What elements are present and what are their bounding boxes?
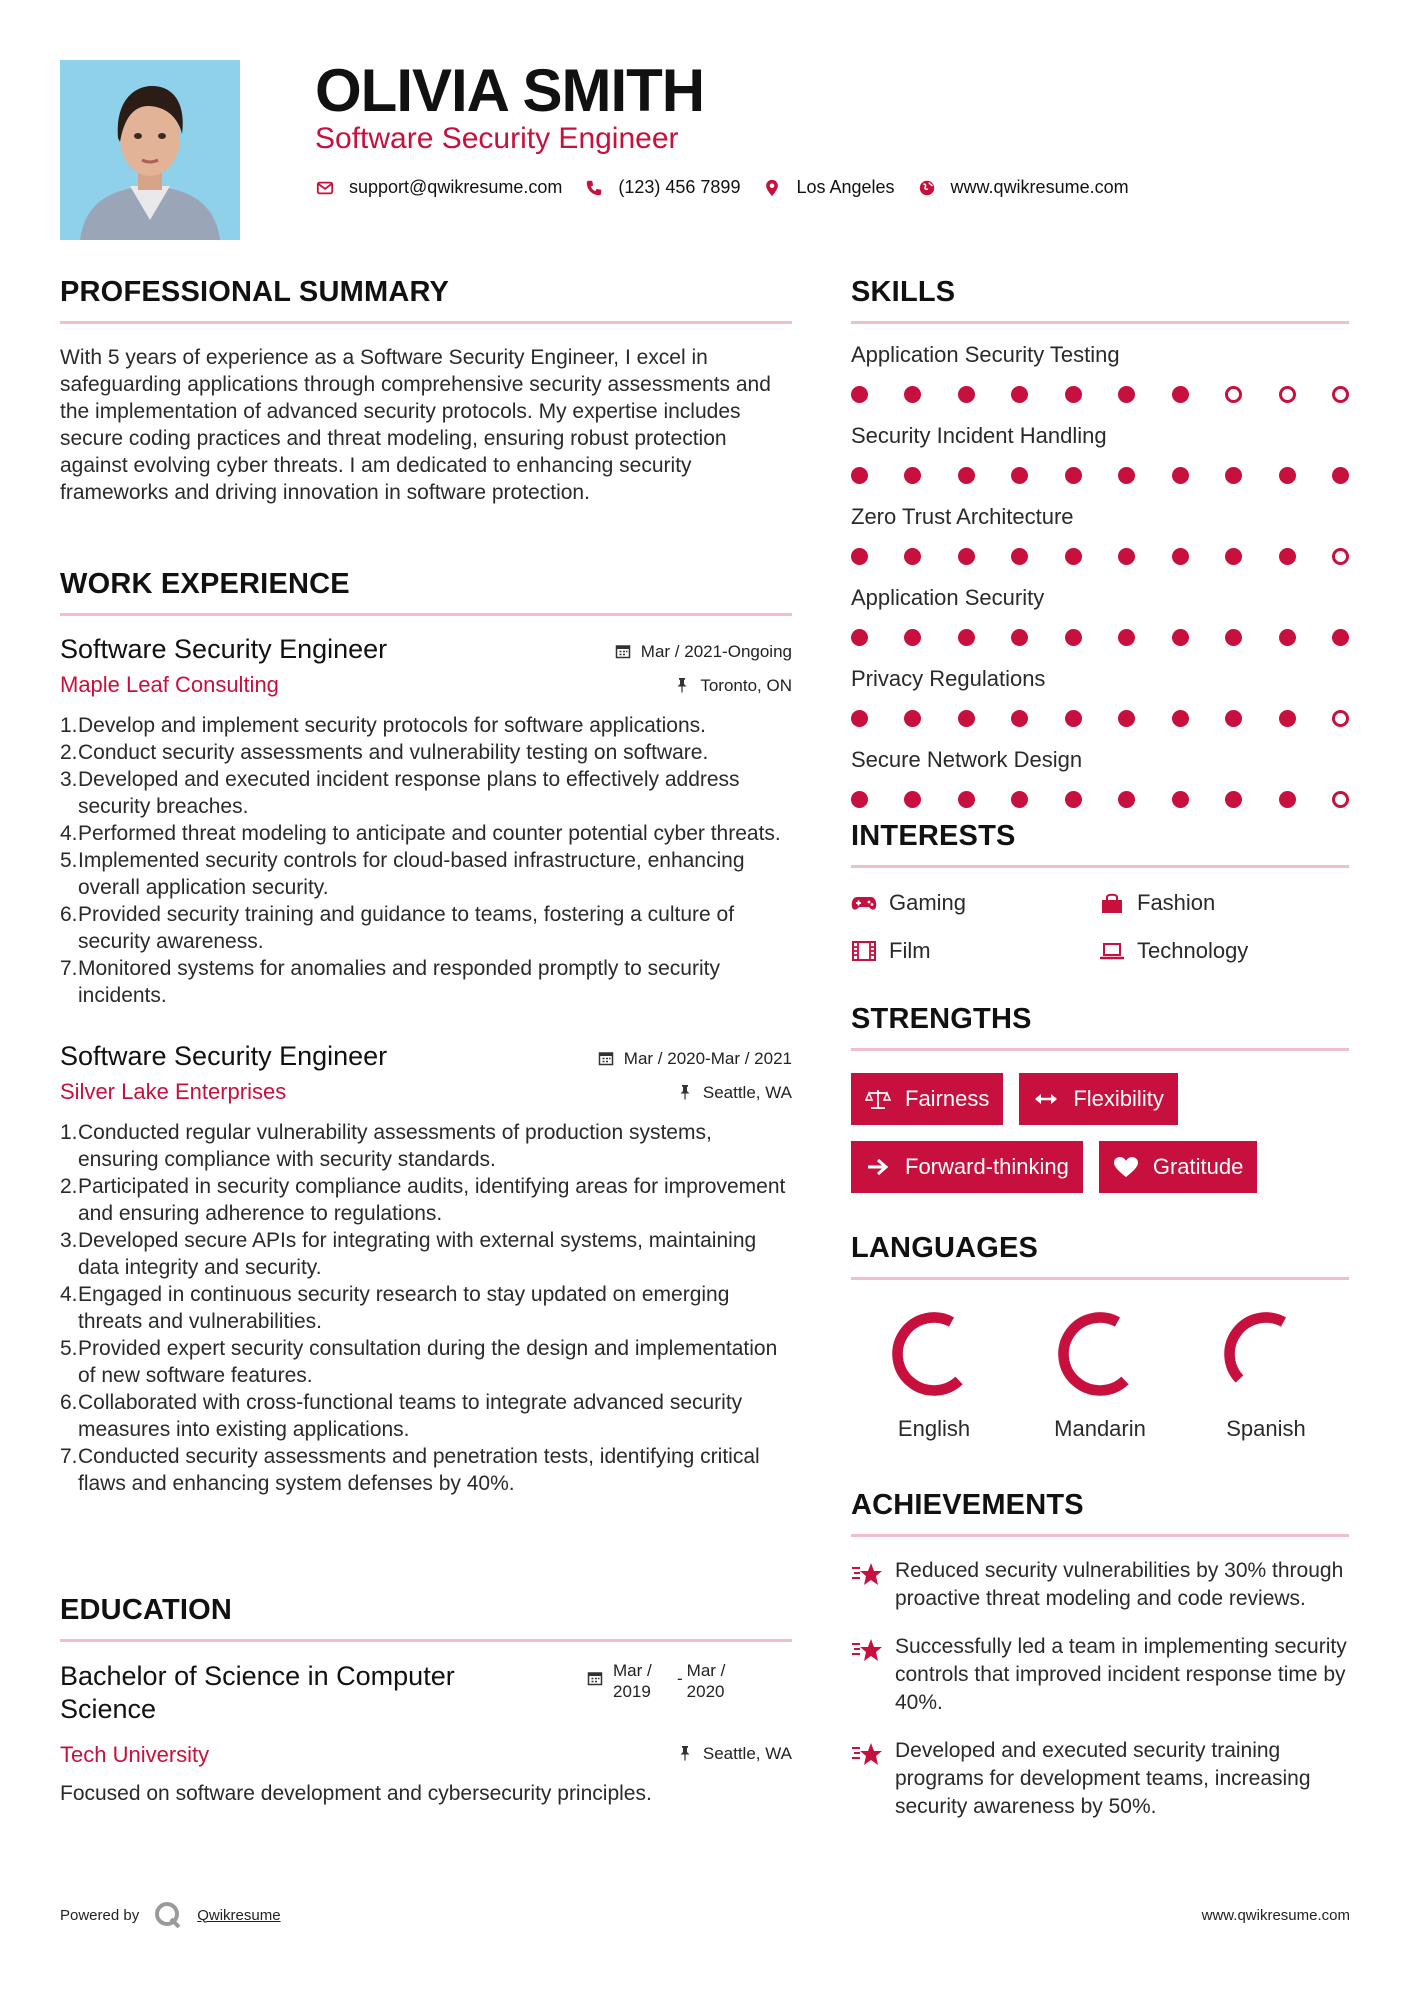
section-divider (851, 1048, 1349, 1051)
rating-dot-filled (851, 710, 868, 727)
rating-dot-filled (1225, 791, 1242, 808)
rating-dot-filled (958, 791, 975, 808)
envelope-icon (315, 178, 335, 198)
pushpin-icon (677, 1745, 695, 1763)
list-item: 4. Performed threat modeling to anticipate and counter potential cyber threats. (60, 822, 781, 845)
skill-rating (851, 386, 1349, 403)
rating-dot-empty (1332, 386, 1349, 403)
list-item: 1. Conducted regular vulnerability assessments of production systems, ensuring compliance with security standards. (60, 1121, 712, 1171)
education-entry (60, 1660, 792, 1778)
list-item: 3. Developed secure APIs for integrating with external systems, maintaining data integrity and security. (60, 1229, 757, 1279)
skill-name: Security Incident Handling (851, 423, 1107, 448)
rating-dot-filled (851, 548, 868, 565)
rating-dot-filled (851, 386, 868, 403)
interests-title: INTERESTS (851, 820, 1016, 852)
rating-dot-filled (1279, 467, 1296, 484)
rating-dot-filled (1065, 467, 1082, 484)
calendar-icon (598, 1050, 616, 1068)
list-item: 7. Monitored systems for anomalies and responded promptly to security incidents. (60, 957, 720, 1007)
language-gauge-arc (898, 1318, 960, 1391)
rating-dot-filled (1065, 386, 1082, 403)
summary-text: With 5 years of experience as a Software Security Engineer, I excel in safeguarding applications through comprehensive security assessments and the implementation of advanced security protocols. My expertise includes secure coding practices and threat modeling, ensuring robust protection against evolving cyber threats. I am dedicated to enhancing security frameworks and driving innovation in software protection. (60, 346, 771, 504)
list-item: 5. Provided expert security consultation during the design and implementation of new software features. (60, 1337, 778, 1387)
contact-phone[interactable] (584, 177, 740, 198)
list-item: 2. Conduct security assessments and vulnerability testing on software. (60, 741, 709, 764)
skill-item (851, 666, 1349, 727)
arrow-right-icon (865, 1155, 893, 1179)
rating-dot-filled (904, 386, 921, 403)
achievement-item: Successfully led a team in implementing security controls that improved incident response time by 40%. (851, 1633, 1349, 1717)
qwikresume-link[interactable]: Qwikresume (197, 1906, 281, 1924)
shooting-star-icon (851, 1739, 885, 1821)
skill-rating (851, 791, 1349, 808)
degree-title: Bachelor of Science in Computer Science (60, 1661, 455, 1724)
interests-list (851, 890, 1349, 964)
skill-item (851, 504, 1349, 565)
rating-dot-filled (1279, 791, 1296, 808)
rating-dot-filled (1065, 791, 1082, 808)
heart-icon (1113, 1155, 1141, 1179)
job-location (677, 1083, 792, 1103)
rating-dot-filled (851, 629, 868, 646)
summary-section (60, 276, 792, 506)
skill-name: Secure Network Design (851, 747, 1083, 772)
rating-dot-filled (1011, 710, 1028, 727)
achievement-item: Reduced security vulnerabilities by 30% through proactive threat modeling and code reviews. (851, 1557, 1349, 1613)
rating-dot-filled (851, 467, 868, 484)
section-divider (851, 1277, 1349, 1280)
section-divider (60, 613, 792, 616)
skill-item (851, 585, 1349, 646)
rating-dot-filled (1225, 548, 1242, 565)
contact-email-text: support@qwikresume.com (349, 177, 563, 197)
list-item: 6. Provided security training and guidance to teams, fostering a culture of security awareness. (60, 903, 735, 953)
language-name: Spanish (1226, 1416, 1306, 1441)
rating-dot-empty (1332, 791, 1349, 808)
rating-dot-filled (1172, 629, 1189, 646)
rating-dot-filled (1225, 629, 1242, 646)
job-company: Silver Lake Enterprises (60, 1079, 287, 1104)
rating-dot-filled (1172, 710, 1189, 727)
rating-dot-filled (1011, 386, 1028, 403)
profile-photo (60, 60, 240, 240)
rating-dot-filled (1172, 467, 1189, 484)
calendar-icon (615, 643, 633, 661)
list-item: 6. Collaborated with cross-functional teams to integrate advanced security measures into existing applications. (60, 1391, 743, 1441)
skill-item (851, 342, 1349, 403)
language-gauge-arc (1230, 1318, 1284, 1380)
shopping-bag-icon (1099, 892, 1125, 914)
rating-dot-filled (1118, 467, 1135, 484)
rating-dot-filled (958, 548, 975, 565)
rating-dot-filled (1118, 710, 1135, 727)
rating-dot-empty (1225, 386, 1242, 403)
job-date-text: Mar / 2020-Mar / 2021 (623, 1049, 792, 1068)
rating-dot-filled (851, 791, 868, 808)
list-item: 7. Conducted security assessments and penetration tests, identifying critical flaws and enhancing system defenses by 40%. (60, 1445, 760, 1495)
education-title: EDUCATION (60, 1594, 233, 1626)
globe-icon (917, 178, 937, 198)
skill-name: Privacy Regulations (851, 666, 1046, 691)
rating-dot-filled (1172, 386, 1189, 403)
strength-chip: Fairness (851, 1073, 1003, 1125)
rating-dot-filled (1225, 710, 1242, 727)
rating-dot-filled (1118, 386, 1135, 403)
skills-section (851, 276, 1349, 808)
rating-dot-filled (1011, 548, 1028, 565)
list-item: 2. Participated in security compliance audits, identifying areas for improvement and ensuring adherence to regulations. (60, 1175, 786, 1225)
footer-website[interactable]: www.qwikresume.com (1201, 1907, 1350, 1924)
rating-dot-filled (1011, 791, 1028, 808)
powered-by-text: Powered by (60, 1906, 140, 1924)
contact-phone-text: (123) 456 7899 (618, 177, 741, 197)
job-title: Software Security Engineer (60, 634, 388, 664)
rating-dot-filled (1118, 548, 1135, 565)
language-gauge (1052, 1306, 1148, 1402)
shooting-star-icon (851, 1635, 885, 1717)
balance-scale-icon (865, 1087, 893, 1111)
strength-chip: Gratitude (1099, 1141, 1258, 1193)
contact-email[interactable] (315, 177, 562, 198)
language-item (851, 1306, 1017, 1442)
experience-title: WORK EXPERIENCE (60, 568, 350, 600)
summary-title: PROFESSIONAL SUMMARY (60, 276, 450, 308)
language-item (1183, 1306, 1349, 1442)
skills-list (851, 342, 1349, 808)
rating-dot-filled (1332, 467, 1349, 484)
rating-dot-filled (1065, 710, 1082, 727)
rating-dot-filled (958, 386, 975, 403)
skill-name: Zero Trust Architecture (851, 504, 1074, 529)
languages-title: LANGUAGES (851, 1232, 1039, 1264)
education-section (60, 1594, 792, 1807)
strength-chip: Flexibility (1019, 1073, 1177, 1125)
rating-dot-filled (1279, 548, 1296, 565)
contact-location-text: Los Angeles (796, 177, 895, 197)
list-item: 5. Implemented security controls for cloud-based infrastructure, enhancing overall application security. (60, 849, 745, 899)
calendar-icon (587, 1670, 605, 1688)
achievement-item: Developed and executed security training programs for development teams, increasing security awareness by 50%. (851, 1737, 1349, 1821)
experience-section (60, 568, 792, 1497)
job-entry (60, 1041, 792, 1497)
job-bullets (60, 1119, 792, 1497)
interest-technology: Technology (1099, 938, 1349, 964)
language-name: Mandarin (1054, 1416, 1146, 1441)
rating-dot-filled (1065, 548, 1082, 565)
list-item: 3. Developed and executed incident response plans to effectively address security breaches. (60, 768, 740, 818)
rating-dot-filled (958, 629, 975, 646)
shooting-star-icon (851, 1559, 885, 1613)
contact-location (762, 177, 894, 198)
rating-dot-filled (1225, 467, 1242, 484)
job-location-text: Toronto, ON (700, 676, 792, 695)
rating-dot-empty (1279, 386, 1296, 403)
education-location: Seattle, WA (677, 1744, 792, 1764)
education-date: Mar / 2019 - Mar / 2020 (587, 1660, 725, 1702)
interest-fashion: Fashion (1099, 890, 1349, 916)
list-item: 1. Develop and implement security protocols for software applications. (60, 714, 706, 737)
achievements-section (851, 1489, 1349, 1821)
language-name: English (897, 1416, 971, 1441)
job-date (598, 1049, 792, 1069)
achievements-list (851, 1557, 1349, 1821)
skill-item (851, 423, 1349, 484)
rating-dot-filled (904, 629, 921, 646)
strength-chip: Forward-thinking (851, 1141, 1083, 1193)
job-company: Maple Leaf Consulting (60, 672, 279, 697)
candidate-name: OLIVIA SMITH (315, 57, 705, 124)
rating-dot-filled (1011, 629, 1028, 646)
contact-website[interactable] (917, 177, 1129, 198)
rating-dot-filled (904, 467, 921, 484)
school-name: Tech University (60, 1742, 210, 1767)
section-divider (851, 865, 1349, 868)
rating-dot-filled (1279, 629, 1296, 646)
interest-film: Film (851, 938, 1099, 964)
list-item: 4. Engaged in continuous security research to stay updated on emerging threats and vulnerabilities. (60, 1283, 730, 1333)
strengths-list (851, 1073, 1349, 1193)
language-gauge (1218, 1306, 1314, 1402)
skills-title: SKILLS (851, 276, 956, 308)
map-marker-icon (762, 178, 782, 198)
strengths-section (851, 1003, 1349, 1193)
contact-bar (315, 177, 1151, 198)
languages-section (851, 1232, 1349, 1442)
phone-icon (584, 178, 604, 198)
language-gauge (886, 1306, 982, 1402)
skill-name: Application Security Testing (851, 342, 1120, 367)
section-divider (851, 1534, 1349, 1537)
contact-website-text: www.qwikresume.com (950, 177, 1129, 197)
rating-dot-filled (904, 791, 921, 808)
job-date (615, 642, 792, 662)
skill-rating (851, 467, 1349, 484)
rating-dot-filled (1011, 467, 1028, 484)
education-description: Focused on software development and cybersecurity principles. (60, 1782, 652, 1805)
interest-gaming: Gaming (851, 890, 1099, 916)
rating-dot-filled (1332, 629, 1349, 646)
strengths-title: STRENGTHS (851, 1003, 1032, 1035)
skill-rating (851, 548, 1349, 565)
job-title: Software Security Engineer (60, 1041, 388, 1071)
interests-section (851, 820, 1349, 964)
language-gauge-arc (1064, 1318, 1126, 1391)
job-location (674, 676, 792, 696)
rating-dot-filled (1065, 629, 1082, 646)
achievements-title: ACHIEVEMENTS (851, 1489, 1084, 1521)
rating-dot-filled (904, 710, 921, 727)
rating-dot-filled (958, 710, 975, 727)
laptop-icon (1099, 940, 1125, 962)
film-icon (851, 940, 877, 962)
skill-rating (851, 710, 1349, 727)
rating-dot-filled (1118, 629, 1135, 646)
languages-list (851, 1306, 1349, 1442)
pushpin-icon (674, 677, 692, 695)
skill-name: Application Security (851, 585, 1045, 610)
language-item (1017, 1306, 1183, 1442)
footer-powered-by (60, 1900, 281, 1930)
rating-dot-filled (1279, 710, 1296, 727)
rating-dot-empty (1332, 548, 1349, 565)
job-entry (60, 634, 792, 1009)
rating-dot-filled (958, 467, 975, 484)
rating-dot-filled (1172, 548, 1189, 565)
pushpin-icon (677, 1084, 695, 1102)
gamepad-icon (851, 892, 877, 914)
rating-dot-empty (1332, 710, 1349, 727)
job-location-text: Seattle, WA (702, 1083, 792, 1102)
rating-dot-filled (904, 548, 921, 565)
section-divider (60, 321, 792, 324)
section-divider (851, 321, 1349, 324)
skill-rating (851, 629, 1349, 646)
qwikresume-logo-icon (153, 1900, 183, 1930)
section-divider (60, 1639, 792, 1642)
job-date-text: Mar / 2021-Ongoing (640, 642, 792, 661)
candidate-role: Software Security Engineer (315, 122, 679, 155)
job-bullets (60, 712, 792, 1009)
skill-item (851, 747, 1349, 808)
arrows-horizontal-icon (1033, 1087, 1061, 1111)
rating-dot-filled (1118, 791, 1135, 808)
rating-dot-filled (1172, 791, 1189, 808)
